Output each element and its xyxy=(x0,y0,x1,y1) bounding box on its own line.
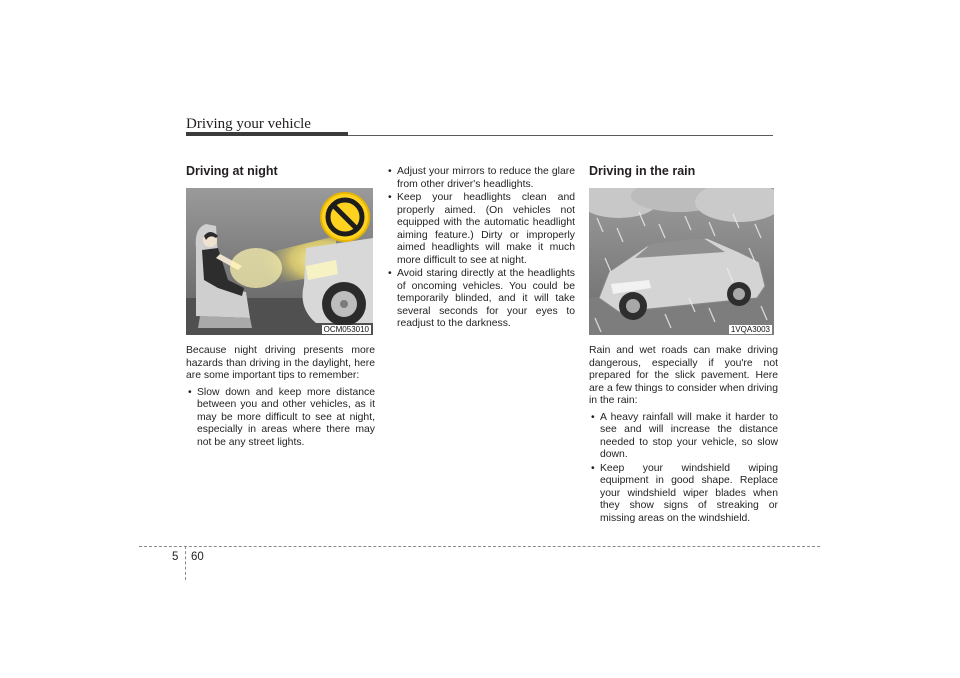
list-item: • Keep your windshield wiping equipment in good shape. Replace your windshield wiper blades when they show signs of streaking or missing areas on the windshield. xyxy=(589,463,778,526)
column-night-2 xyxy=(386,166,575,332)
list-item: • A heavy rainfall will make it harder to see and will increase the distance needed to stop your vehicle, so slow down. xyxy=(589,412,778,462)
running-header: Driving your vehicle xyxy=(186,116,311,132)
image-code: 1VQA3003 xyxy=(730,325,770,334)
chapter-number: 5 xyxy=(172,551,179,563)
footer-divider xyxy=(185,546,186,580)
rain-driving-illustration xyxy=(589,188,774,335)
list-item: • Slow down and keep more distance between you and other vehicles, as it may be more difficult to see at night, especially in areas where there may not be any street lights. xyxy=(186,387,375,450)
footer-rule xyxy=(139,546,820,547)
night-driving-image xyxy=(186,188,373,335)
column-rain xyxy=(589,164,778,526)
image-code: OCM053010 xyxy=(323,325,369,334)
list-item: • Adjust your mirrors to reduce the glare from other driver's headlights. xyxy=(386,166,575,191)
header-rule-accent xyxy=(186,132,348,136)
night-tips-list xyxy=(186,387,375,450)
night-driving-illustration xyxy=(186,188,373,335)
list-item: • Avoid staring directly at the headlights of oncoming vehicles. You could be temporarily blinded, and it will take several seconds for your eyes to readjust to the darkness. xyxy=(386,268,575,331)
night-intro-paragraph: Because night driving presents more hazards than driving in the daylight, here are some important tips to remember: xyxy=(186,345,375,381)
section-heading-night: Driving at night xyxy=(186,164,278,178)
night-tips-list-continued xyxy=(386,166,575,331)
list-item: • Keep your headlights clean and properly aimed. (On vehicles not equipped with the automatic headlight aiming feature.) Dirty or improperly aimed headlights will make it much more difficult to see at night. xyxy=(386,192,575,267)
rain-intro-paragraph: Rain and wet roads can make driving dangerous, especially if you're not prepared for the slick pavement. Here are a few things to consider when driving in the rain: xyxy=(589,345,778,406)
column-night-1 xyxy=(186,164,375,450)
section-heading-rain: Driving in the rain xyxy=(589,164,696,178)
page-number: 60 xyxy=(191,551,204,563)
rain-tips-list xyxy=(589,412,778,526)
rain-driving-image xyxy=(589,188,774,335)
